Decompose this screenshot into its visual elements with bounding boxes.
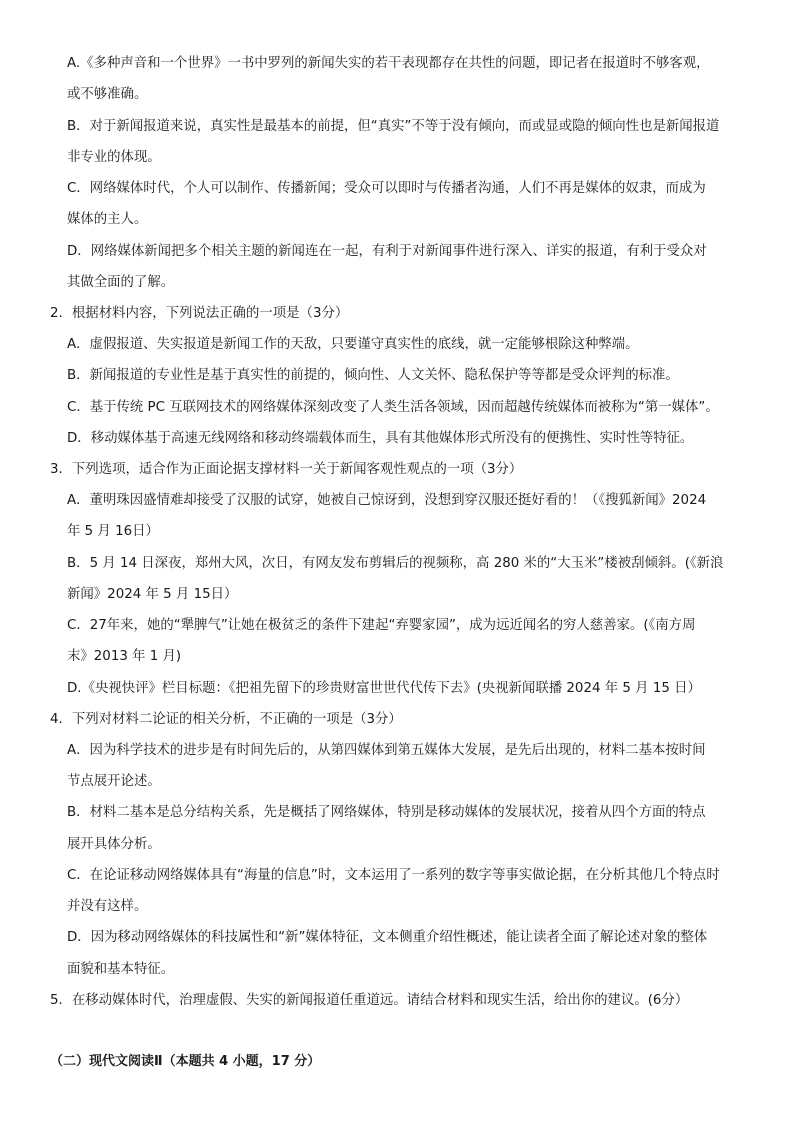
- q4-option-c-line2: 并没有这样。: [67, 899, 148, 914]
- q1-option-b-line2: 非专业的体现。: [67, 150, 161, 165]
- q4-option-c-line1: C．在论证移动网络媒体具有“海量的信息”时，文本运用了一系列的数字等事实做论据，在分析其他几个特点时: [67, 868, 720, 883]
- q3-option-c-line2: 末》2013 年 1 月): [67, 649, 182, 664]
- q4-option-d-line2: 面貌和基本特征。: [67, 962, 175, 977]
- question-2-stem: 2．根据材料内容，下列说法正确的一项是（3分）: [50, 306, 349, 321]
- q2-option-d: D．移动媒体基于高速无线网络和移动终端载体而生，具有其他媒体形式所没有的便携性、实时性等特征。: [67, 431, 694, 446]
- q3-option-d: D.《央视快评》栏目标题：《把祖先留下的珍贵财富世世代代传下去》(央视新闻联播 2024 年 5 月 15 日）: [67, 681, 701, 696]
- section-heading-modern-reading-2: （二）现代文阅读Ⅱ（本题共 4 小题，17 分）: [50, 1054, 321, 1069]
- q1-option-a-line2: 或不够准确。: [67, 87, 148, 102]
- q4-option-a-line1: A．因为科学技术的进步是有时间先后的，从第四媒体到第五媒体大发展，是先后出现的，材料二基本按时间: [67, 743, 706, 758]
- q3-option-b-line2: 新闻》2024 年 5 月 15日）: [67, 587, 238, 602]
- q2-option-b: B．新闻报道的专业性是基于真实性的前提的，倾向性、人文关怀、隐私保护等等都是受众评判的标准。: [67, 368, 679, 383]
- q1-option-d-line1: D．网络媒体新闻把多个相关主题的新闻连在一起，有利于对新闻事件进行深入、详实的报道，有利于受众对: [67, 244, 707, 259]
- q2-option-a: A．虚假报道、失实报道是新闻工作的天敌，只要谨守真实性的底线，就一定能够根除这种弊端。: [67, 337, 639, 352]
- q4-option-d-line1: D．因为移动网络媒体的科技属性和“新”媒体特征，文本侧重介绍性概述，能让读者全面了解论述对象的整体: [67, 930, 708, 945]
- question-3-stem: 3．下列选项，适合作为正面论据支撑材料一关于新闻客观性观点的一项（3分）: [50, 462, 523, 477]
- q4-option-b-line2: 展开具体分析。: [67, 837, 161, 852]
- q3-option-c-line1: C．27年来，她的“犟脾气”让她在极贫乏的条件下建起“弃婴家园”，成为远近闻名的穷人慈善家。(《南方周: [67, 618, 696, 633]
- q2-option-c: C．基于传统 PC 互联网技术的网络媒体深刻改变了人类生活各领域，因而超越传统媒体而被称为“第一媒体”。: [67, 400, 719, 415]
- q4-option-b-line1: B．材料二基本是总分结构关系，先是概括了网络媒体，特别是移动媒体的发展状况，接着从四个方面的特点: [67, 805, 706, 820]
- q1-option-b-line1: B．对于新闻报道来说，真实性是最基本的前提，但“真实”不等于没有倾向，而或显或隐的倾向性也是新闻报道: [67, 119, 720, 134]
- q3-option-b-line1: B．5 月 14 日深夜，郑州大风，次日，有网友发布剪辑后的视频称，高 280 米的“大玉米”楼被刮倾斜。(《新浪: [67, 556, 724, 571]
- q4-option-a-line2: 节点展开论述。: [67, 774, 161, 789]
- question-5-stem: 5．在移动媒体时代，治理虚假、失实的新闻报道任重道远。请结合材料和现实生活，给出你的建议。(6分）: [50, 993, 689, 1008]
- q3-option-a-line1: A．董明珠因盛情难却接受了汉服的试穿，她被自己惊讶到，没想到穿汉服还挺好看的！（《搜狐新闻》2024: [67, 493, 707, 508]
- q1-option-d-line2: 其做全面的了解。: [67, 275, 175, 290]
- q1-option-c-line1: C．网络媒体时代，个人可以制作、传播新闻；受众可以即时与传播者沟通，人们不再是媒体的奴隶，而成为: [67, 181, 706, 196]
- question-4-stem: 4．下列对材料二论证的相关分析，不正确的一项是（3分）: [50, 712, 402, 727]
- q3-option-a-line2: 年 5 月 16日）: [67, 524, 159, 539]
- q1-option-a-line1: A.《多种声音和一个世界》一书中罗列的新闻失实的若干表现都存在共性的问题，即记者在报道时不够客观，: [67, 56, 710, 71]
- q1-option-c-line2: 媒体的主人。: [67, 212, 148, 227]
